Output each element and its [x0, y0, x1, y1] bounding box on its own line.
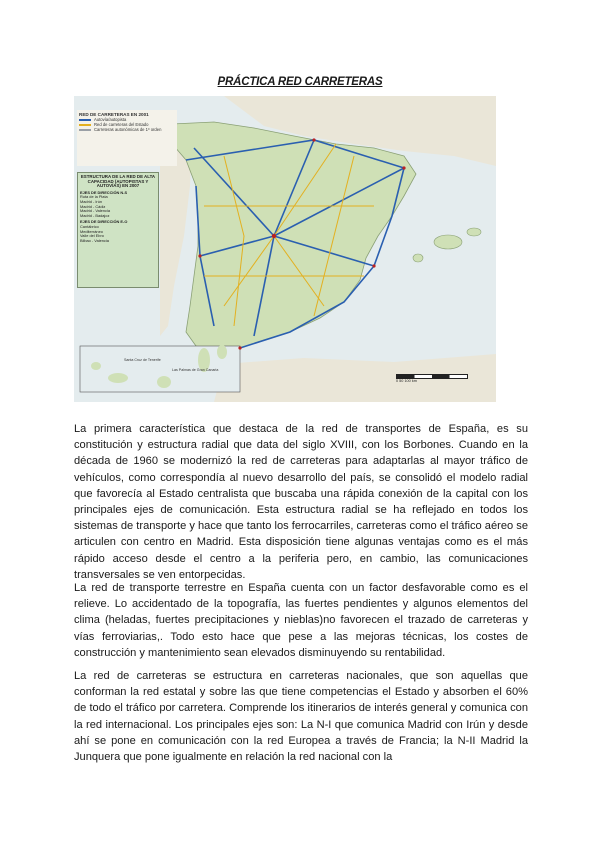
- radial-item: Ruta de la Plata: [80, 194, 108, 200]
- legend-swatch: [79, 124, 91, 126]
- legend-label: Red de carreteras del Estado: [94, 122, 149, 127]
- menorca: [467, 228, 481, 236]
- map-legend: [77, 110, 177, 166]
- paragraph-relief: La red de transporte terrestre en España cuenta con un factor desfavorable como es el relieve. Lo accidentado de la topografía, las fuertes pendientes y algunos elementos del clima (heladas, fuertes precipitaciones y nieblas)no favorecen el trazado de carreteras y vías ferroviarias,. Todo esto hace que pese a las mejoras técnicas, los costes de construcción y mantenimiento sean elevados disminuyendo su rentabilidad.: [74, 582, 528, 659]
- transversal-item: Valle del Ebro: [80, 233, 104, 239]
- radial-item: Madrid - Irún: [80, 198, 103, 204]
- mallorca: [434, 235, 462, 249]
- legend-swatch: [79, 129, 91, 131]
- paragraph-radial-structure: La primera característica que destaca de la red de transportes de España, es su constitución y estructura radial que data del siglo XVIII, con los Borbones. Cuando en la década de 1960 se modernizó la red de carreteras para adaptarlas al mayor tráfico de vehículos, como correspondía al nuevo desarrollo del país, se consolidó el modelo radial que favorecía al Estado centralista que buscaba una rápida conexión de la capital con los principales ejes de comunicación. Esta estructura radial se ha reflejado en todos los sistemas de transporte y hace que tanto los ferrocarriles, carreteras como el tráfico aéreo se articulen con centro en Madrid. Esta disposición tiene algunas ventajas como es el más rápido acceso desde el centro a la periferia pero, en cambio, las comunicaciones transversales se ven entorpecidas.: [74, 423, 528, 581]
- la-palma: [91, 362, 101, 370]
- radial-heading: EJES DE DIRECCIÓN N-S: [80, 189, 128, 195]
- canary-label: Santa Cruz de Tenerife: [124, 358, 161, 362]
- tenerife: [108, 373, 128, 383]
- legend-label: Carreteras autonómicas de 1º orden: [94, 127, 162, 132]
- paragraph-national-roads: La red de carreteras se estructura en carreteras nacionales, que son aquellas que conforman la red estatal y sobre las que tiene competencias el Estado y absorben el 60% de todo el tráfico por carretera. Comprende los itinerarios de interés general y comunica con la red internacional. Los principales ejes son: La N-I que comunica Madrid con Irún y desde ahí se pone en comunicación con la red Europea a través de Francia; la N-II Madrid la Junquera que pone igualmente en relación la red nacional con la: [74, 670, 528, 764]
- structure-box: [77, 172, 159, 288]
- transversal-item: Cantábrico: [80, 223, 99, 229]
- radial-item: Madrid - Valencia: [80, 208, 110, 214]
- structure-box-title: ESTRUCTURA DE LA RED DE ALTA CAPACIDAD (AUTOPISTAS Y AUTOVÍAS) EN 2007: [80, 174, 156, 189]
- legend-item: [79, 127, 175, 132]
- legend-title: RED DE CARRETERAS EN 2001: [79, 112, 149, 117]
- map-scale: [396, 374, 468, 383]
- canary-label: Las Palmas de Gran Canaria: [172, 368, 219, 372]
- transversal-item: Bilbao - Valencia: [80, 237, 109, 243]
- transversal-heading: EJES DE DIRECCIÓN E-O: [80, 219, 128, 225]
- radial-item: Madrid - Badajoz: [80, 212, 110, 218]
- radial-item: Madrid - Cádiz: [80, 203, 106, 209]
- road-network-map: [74, 96, 496, 402]
- legend-swatch: [79, 119, 91, 121]
- ibiza: [413, 254, 423, 262]
- scale-label: 0 50 100 km: [396, 379, 417, 383]
- lanzarote: [217, 345, 227, 359]
- legend-label: Autovía/autopista: [94, 117, 127, 122]
- page-title: PRÁCTICA RED CARRETERAS: [217, 76, 383, 88]
- gran-canaria: [157, 376, 171, 388]
- transversal-item: Mediterráneo: [80, 228, 103, 234]
